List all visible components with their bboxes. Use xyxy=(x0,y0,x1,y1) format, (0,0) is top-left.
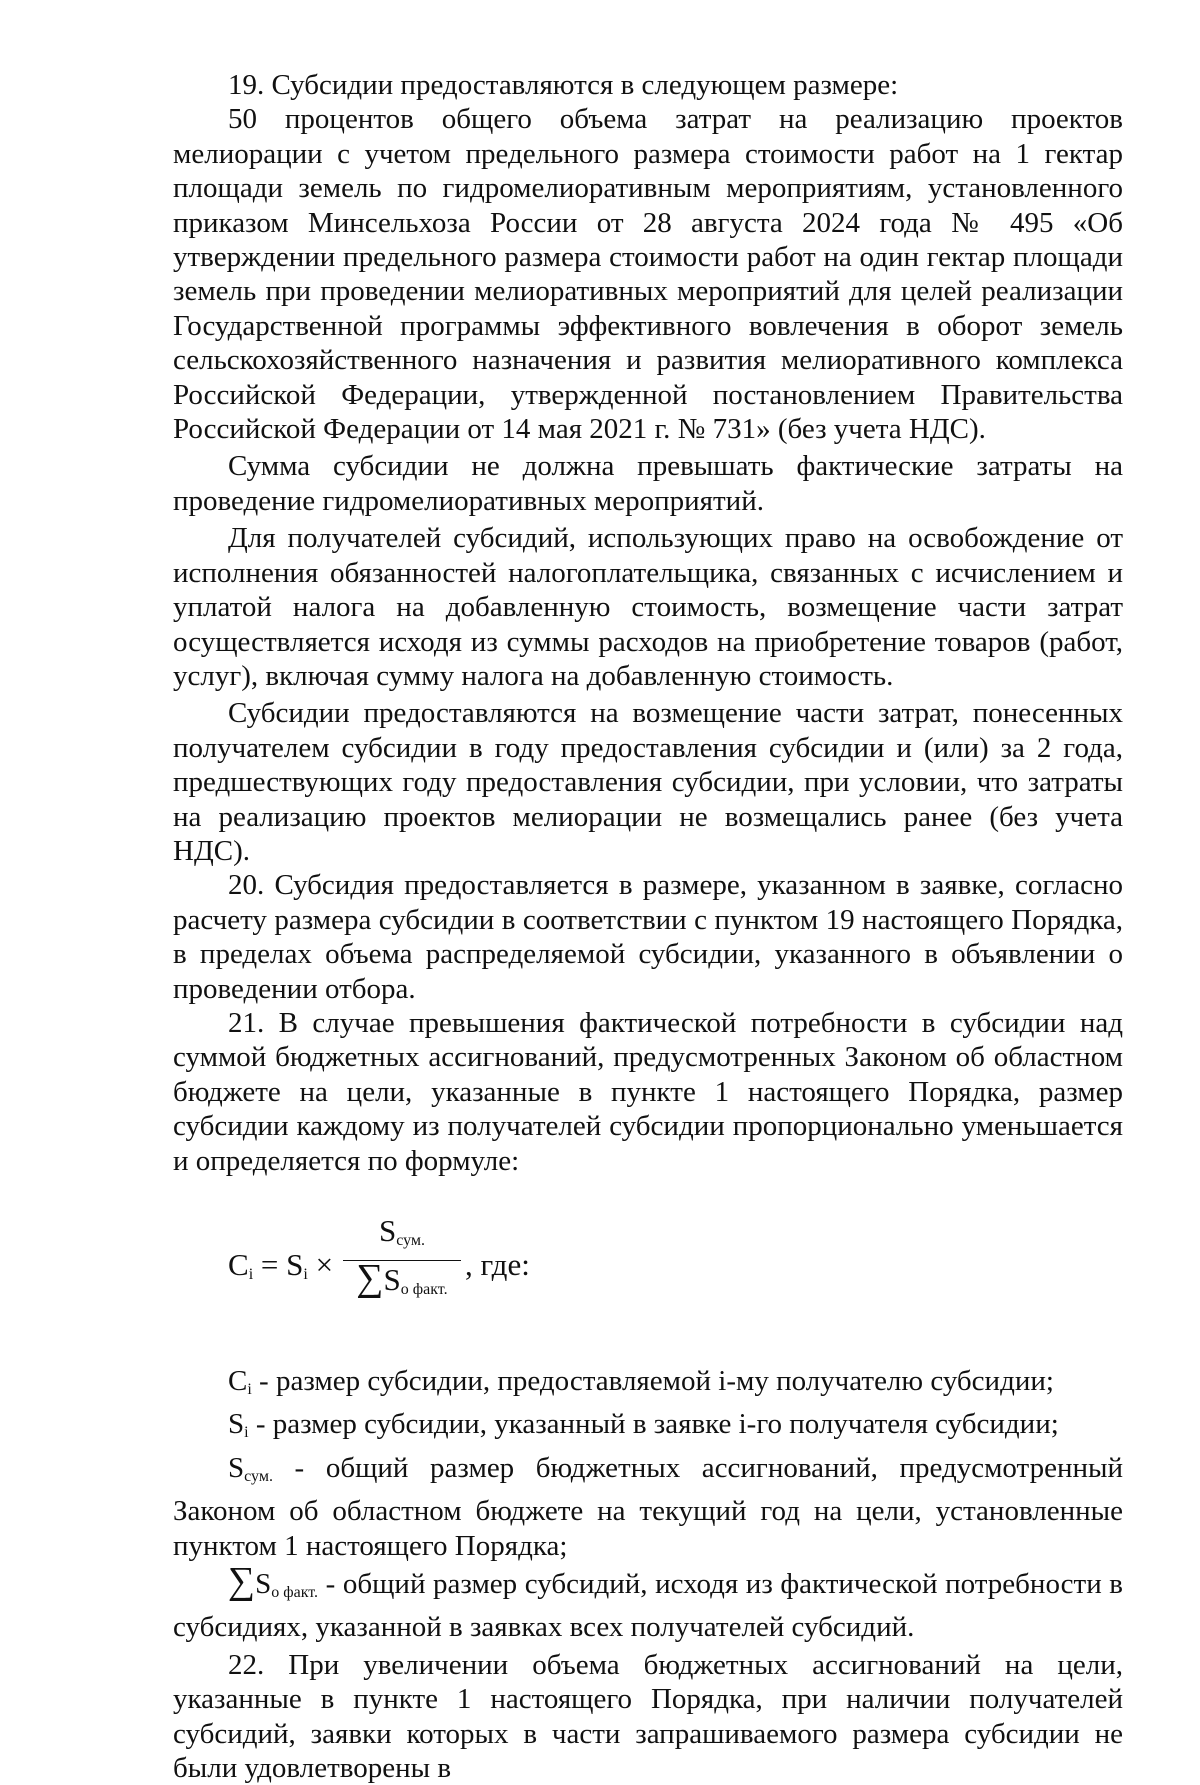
definition-ci: $C_i$ - размер субсидии, предоставляемой i-му получателю субсидии; xyxy=(228,1365,1054,1398)
formula-denominator: $\sum S_{о факт.}$ xyxy=(356,1257,448,1300)
formula-numerator: $S_{сум.}$ xyxy=(343,1214,461,1261)
paragraph-19-vat: Для получателей субсидий, использующих право на освобождение от исполнения обязанностей налогоплательщика, связанных с исчислением и уплатой налога на добавленную стоимость, возмещение части затрат осуществляется исходя из суммы расходов на приобретение товаров (работ, услуг), включая сумму налога на добавленную стоимость. xyxy=(173,522,1123,692)
paragraph-19-limit: Сумма субсидии не должна превышать фактические затраты на проведение гидромелиоративных мероприятий. xyxy=(173,450,1123,517)
definition-si: $S_i$ - размер субсидии, указанный в заявке i-го получателя субсидии; xyxy=(228,1408,1059,1442)
formula-tail: , где: xyxy=(465,1247,530,1282)
paragraph-19-reimbursement: Субсидии предоставляются на возмещение части затрат, понесенных получателем субсидии в году предоставления субсидии и (или) за 2 года, предшествующих году предоставления субсидии, при условии, что затраты на реализацию проектов мелиорации не возмещались ранее (без учета НДС). xyxy=(173,697,1123,867)
paragraph-22: 22. При увеличении объема бюджетных ассигнований на цели, указанные в пункте 1 настоящего Порядка, при наличии получателей субсидий, заявки которых в части запрашиваемого размера субсидии не были удовлетворены в xyxy=(173,1648,1123,1785)
formula-lhs: $C_i = S_i$ × xyxy=(228,1247,334,1283)
subsidy-formula xyxy=(173,1206,1123,1334)
paragraph-21: 21. В случае превышения фактической потребности в субсидии над суммой бюджетных ассигнований, предусмотренных Законом об областном бюджете на цели, указанные в пункте 1 настоящего Порядка, размер субсидии каждому из получателей субсидии пропорционально уменьшается и определяется по формуле: xyxy=(173,1006,1123,1177)
definition-sfact: $\sum S_{о факт.}$ - общий размер субсидий, исходя из фактической потребности в субсидиях, указанной в заявках всех получателей субсидий. xyxy=(173,1560,1123,1644)
document-page xyxy=(173,68,1123,1785)
formula-fraction xyxy=(343,1214,461,1308)
paragraph-20: 20. Субсидия предоставляется в размере, указанном в заявке, согласно расчету размера субсидии в соответствии с пунктом 19 настоящего Порядка, в пределах объема распределяемой субсидии, указанного в объявлении о проведении отбора. xyxy=(173,869,1123,1005)
definition-ssum: $S_{сум.}$ - общий размер бюджетных ассигнований, предусмотренный Законом об областном бюджете на текущий год на цели, установленные пунктом 1 настоящего Порядка; xyxy=(173,1451,1123,1562)
sum-symbol: $\sum S_{о факт.}$ xyxy=(228,1560,319,1603)
paragraph-19-amount: 50 процентов общего объема затрат на реализацию проектов мелиорации с учетом предельного размера стоимости работ на 1 гектар площади земель по гидромелиоративным мероприятиям, установленного приказом Минсельхоза России от 28 августа 2024 года № 495 «Об утверждении предельного размера стоимости работ на один гектар площади земель при проведении мелиоративных мероприятий для целей реализации Государственной программы эффективного вовлечения в оборот земель сельскохозяйственного назначения и развития мелиоративного комплекса Российской Федерации, утвержденной постановлением Правительства Российской Федерации от 14 мая 2021 г. № 731» (без учета НДС). xyxy=(173,103,1123,446)
paragraph-19-heading: 19. Субсидии предоставляются в следующем размере: xyxy=(228,69,899,101)
